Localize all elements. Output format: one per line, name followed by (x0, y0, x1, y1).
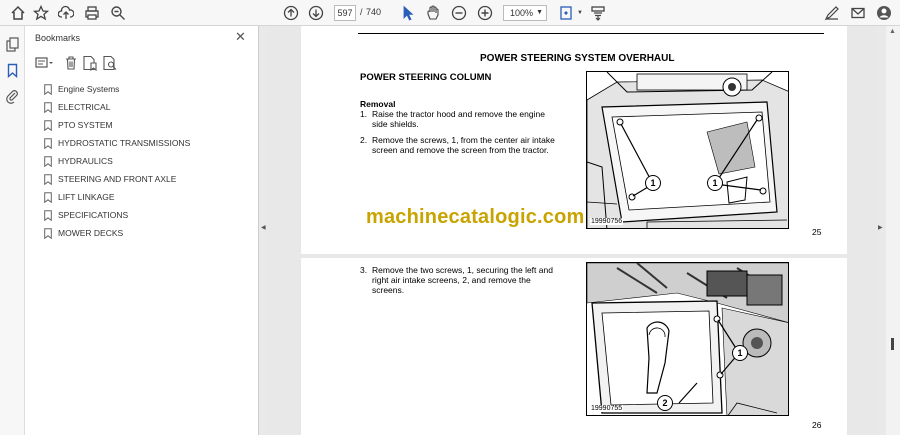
read-mode-icon[interactable] (588, 3, 608, 23)
bookmark-icon[interactable] (5, 63, 20, 78)
page-up-icon[interactable] (281, 3, 301, 23)
bookmark-item[interactable] (44, 135, 190, 151)
figure-id: 19990755 (591, 405, 623, 412)
bookmark-item[interactable] (44, 171, 176, 187)
bookmark-icon (44, 84, 52, 95)
left-navigation-rail (0, 26, 25, 435)
bookmark-item[interactable] (44, 99, 110, 115)
zoom-level-select[interactable] (503, 5, 547, 21)
step-text: Remove the two screws, 1, securing the left and (372, 265, 553, 275)
bookmark-label: HYDRAULICS (58, 156, 113, 166)
collapse-right-pane-handle[interactable] (876, 26, 886, 435)
step-number: 2. (360, 135, 368, 145)
bookmark-item[interactable] (44, 189, 115, 205)
bookmark-icon (44, 120, 52, 131)
zoom-search-icon[interactable] (108, 3, 128, 23)
bookmark-label: PTO SYSTEM (58, 120, 113, 130)
top-toolbar (0, 0, 900, 26)
page-number: 25 (812, 227, 822, 237)
new-bookmark-icon[interactable] (82, 55, 98, 71)
collapse-panel-handle[interactable] (259, 26, 268, 435)
zoom-in-icon[interactable] (475, 3, 495, 23)
scrollbar-thumb[interactable] (891, 338, 894, 350)
chevron-right-icon: ▶ (878, 225, 883, 231)
select-cursor-icon[interactable] (398, 3, 418, 23)
bookmark-label: LIFT LINKAGE (58, 192, 115, 202)
figure-id: 19990756 (591, 218, 623, 225)
document-page (301, 26, 847, 435)
callout-2: 2 (657, 395, 673, 411)
step-text: screen and remove the screen from the tractor. (372, 145, 549, 155)
document-viewport[interactable] (268, 26, 876, 435)
vertical-scrollbar[interactable] (886, 26, 900, 435)
tractor-figure-illustration (587, 72, 789, 229)
bookmark-label: ELECTRICAL (58, 102, 111, 112)
subsection-title: POWER STEERING COLUMN (360, 72, 492, 83)
bookmark-item[interactable] (44, 225, 123, 241)
bookmark-label: SPECIFICATIONS (58, 210, 129, 220)
page-gap (301, 254, 847, 258)
step-text: Remove the screws, 1, from the center air intake (372, 135, 555, 145)
bookmark-icon (44, 228, 52, 239)
hand-icon[interactable] (423, 3, 443, 23)
bookmark-label: Engine Systems (58, 84, 120, 94)
page-number-input[interactable]: 597 (334, 5, 356, 21)
page-thumbnails-icon[interactable] (5, 37, 20, 52)
removal-heading: Removal (360, 99, 396, 109)
panel-title: Bookmarks (35, 33, 81, 43)
page-separator: / (360, 7, 363, 17)
scroll-up-icon[interactable]: ▲ (889, 28, 896, 35)
watermark: machinecatalogic.com (366, 206, 585, 228)
step-text: right air intake screens, 2, and remove the (372, 275, 531, 285)
chevron-left-icon: ◀ (261, 225, 266, 231)
bookmark-item[interactable] (44, 207, 128, 223)
figure-19990755 (586, 262, 789, 416)
bookmark-icon (44, 174, 52, 185)
step-text: Raise the tractor hood and remove the engine (372, 109, 545, 119)
section-title: POWER STEERING SYSTEM OVERHAUL (480, 53, 675, 64)
print-icon[interactable] (82, 3, 102, 23)
step-text: side shields. (372, 119, 419, 129)
chevron-down-icon[interactable]: ▼ (577, 10, 583, 16)
bookmarks-toolbar (26, 53, 259, 75)
bookmark-icon (44, 192, 52, 203)
bookmark-label: MOWER DECKS (58, 228, 124, 238)
bookmark-icon (44, 138, 52, 149)
delete-icon[interactable] (63, 55, 79, 71)
figure-19990756 (586, 71, 789, 229)
step-text: screens. (372, 285, 405, 295)
zoom-out-icon[interactable] (449, 3, 469, 23)
bookmark-icon (44, 156, 52, 167)
header-rule (358, 33, 824, 34)
chevron-down-icon: ▼ (536, 9, 543, 16)
bookmark-item[interactable] (44, 117, 113, 133)
bookmark-icon (44, 210, 52, 221)
bookmark-icon (44, 102, 52, 113)
fit-page-icon[interactable] (556, 3, 576, 23)
step-number: 1. (360, 109, 368, 119)
home-icon[interactable] (8, 3, 28, 23)
callout-1: 1 (645, 175, 661, 191)
page-down-icon[interactable] (306, 3, 326, 23)
air-intake-figure-illustration (587, 263, 789, 416)
bookmarks-panel (26, 26, 259, 435)
find-bookmark-icon[interactable] (102, 55, 118, 71)
close-icon[interactable]: ✕ (235, 29, 246, 44)
callout-1: 1 (732, 345, 748, 361)
upload-icon[interactable] (56, 3, 76, 23)
bookmark-item[interactable] (44, 153, 113, 169)
step-number: 3. (360, 265, 368, 275)
bookmark-label: HYDROSTATIC TRANSMISSIONS (58, 138, 191, 148)
email-icon[interactable] (848, 3, 868, 23)
page-number: 26 (812, 420, 822, 430)
bookmark-label: STEERING AND FRONT AXLE (58, 174, 177, 184)
page-total: 740 (366, 7, 382, 17)
callout-1: 1 (707, 175, 723, 191)
account-icon[interactable] (874, 3, 894, 23)
bookmark-options-icon[interactable] (35, 55, 55, 71)
sign-icon[interactable] (822, 3, 842, 23)
bookmark-item[interactable] (44, 81, 119, 97)
zoom-level-value: 100% (510, 8, 534, 18)
attachment-icon[interactable] (5, 89, 20, 104)
bookmark-star-icon[interactable] (31, 3, 51, 23)
